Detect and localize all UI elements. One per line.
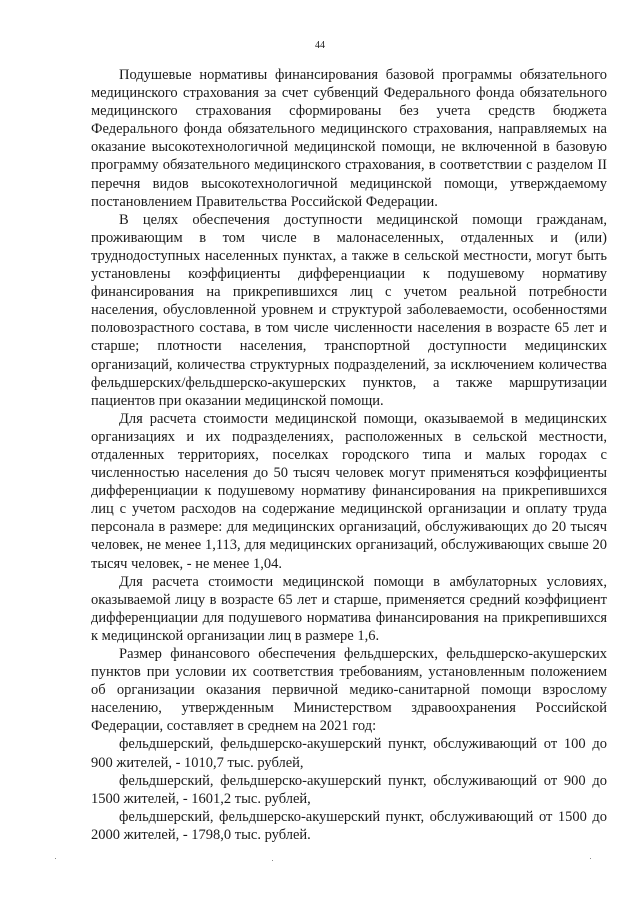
- paragraph-rural-coefficients: Для расчета стоимости медицинской помощи, оказываемой в медицинских организациях и их подразделениях, расположенных в сельской местности, отдаленных территориях, поселках городского типа и малых городах с численностью населения до 50 тысяч человек могут применяться коэффициенты дифференциации к подушевому нормативу финансирования на прикрепившихся лиц с учетом расходов на содержание медицинской организации и оплату труда персонала в размере: для медицинских организаций, обслуживающих до 20 тысяч человек, не менее 1,113, для медицинских организаций, обслуживающих свыше 20 тысяч человек, - не менее 1,04.: [91, 410, 607, 572]
- page-number: 44: [315, 40, 325, 51]
- paragraph-elderly-coefficient: Для расчета стоимости медицинской помощи в амбулаторных условиях, оказываемой лицу в возрасте 65 лет и старше, применяется средний коэффициент дифференциации для подушевого норматива финансирования на прикрепившихся к медицинской организации лиц в размере 1,6.: [91, 573, 607, 644]
- paragraph-differentiation-coefficients: В целях обеспечения доступности медицинской помощи гражданам, проживающим в том числе в малонаселенных, отдаленных и (или) труднодоступных населенных пунктах, а также в сельской местности, могут быть установлены коэффициенты дифференциации к подушевому нормативу финансирования на прикрепившихся лиц с учетом реальной потребности населения, обусловленной уровнем и структурой заболеваемости, особенностями половозрастного состава, в том числе численности населения в возрасте 65 лет и старше; плотности населения, транспортной доступности медицинских организаций, количества структурных подразделений, за исключением количества фельдшерских/фельдшерско-акушерских пунктов, а также маршрутизации пациентов при оказании медицинской помощи.: [91, 211, 607, 409]
- scan-speck: [55, 858, 56, 859]
- list-item-feldsher-900-1500: фельдшерский, фельдшерско-акушерский пункт, обслуживающий от 900 до 1500 жителей, - 1601,2 тыс. рублей,: [91, 772, 607, 807]
- paragraph-feldsher-funding: Размер финансового обеспечения фельдшерских, фельдшерско-акушерских пунктов при условии их соответствия требованиям, установленным положением об организации оказания первичной медико-санитарной помощи взрослому населению, утвержденным Министерством здравоохранения Российской Федерации, составляет в среднем на 2021 год:: [91, 646, 607, 735]
- list-item-feldsher-100-900: фельдшерский, фельдшерско-акушерский пункт, обслуживающий от 100 до 900 жителей, - 1010,7 тыс. рублей,: [91, 736, 607, 771]
- scan-speck: [272, 860, 273, 861]
- document-body: [91, 66, 607, 844]
- list-item-feldsher-1500-2000: фельдшерский, фельдшерско-акушерский пункт, обслуживающий от 1500 до 2000 жителей, - 1798,0 тыс. рублей.: [91, 808, 607, 843]
- scan-speck: [590, 858, 591, 859]
- paragraph-per-capita-norms: Подушевые нормативы финансирования базовой программы обязательного медицинского страхования за счет субвенций Федерального фонда обязательного медицинского страхования сформированы без учета средств бюджета Федерального фонда обязательного медицинского страхования, направляемых на оказание высокотехнологичной медицинской помощи, не включенной в базовую программу обязательного медицинского страхования, в соответствии с разделом II перечня видов высокотехнологичной медицинской помощи, утверждаемому постановлением Правительства Российской Федерации.: [91, 67, 607, 210]
